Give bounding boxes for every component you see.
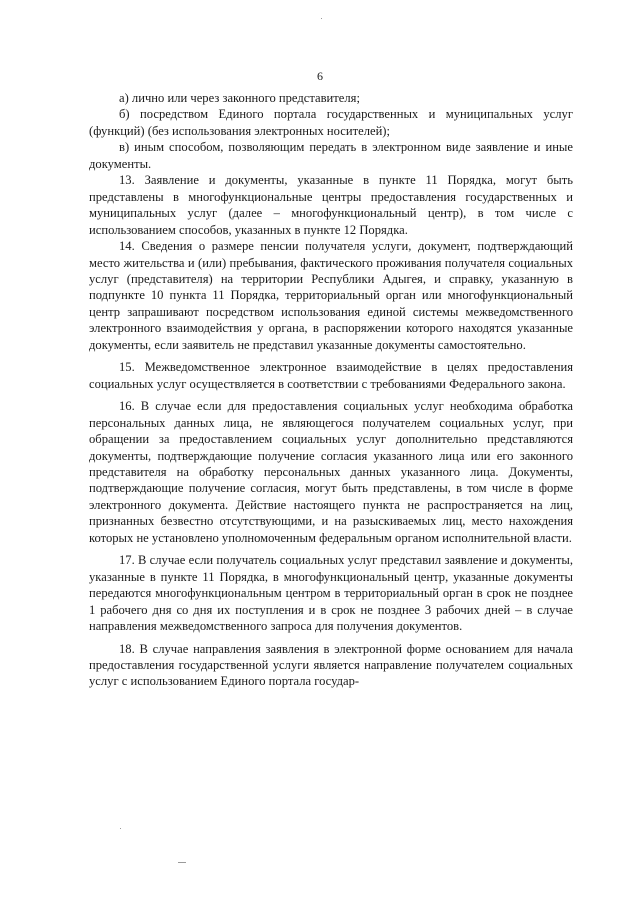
paragraph-15: 15. Межведомственное электронное взаимодействие в целях предоставления социальных услуг осуществляется в соответствии с требованиями Федерального закона. xyxy=(89,360,573,391)
paragraph-item-b: б) посредством Единого портала государственных и муниципальных услуг (функций) (без использования электронных носителей); xyxy=(89,107,573,138)
paragraph-16: 16. В случае если для предоставления социальных услуг необходима обработка персональных данных лица, не являющегося получателем социальных услуг, при обращении за предоставлением социальных услуг дополнительно представляются документы, подтверждающие получение согласия указанного лица или его законного представителя на обработку персональных данных указанного лица. Документы, подтверждающие получение согласия, могут быть представлены, в том числе в форме электронного документа. Действие настоящего пункта не распространяется на лиц, признанных безвестно отсутствующими, и на разыскиваемых лиц, место нахождения которых не установлено уполномоченным федеральным органом исполнительной власти. xyxy=(89,399,573,545)
scan-speck xyxy=(321,18,322,19)
scan-speck xyxy=(178,862,186,863)
paragraph-18: 18. В случае направления заявления в электронной форме основанием для начала предоставления государственной услуги является направление получателем социальных услуг с использованием Единого портала государ- xyxy=(89,641,573,689)
paragraph-13: 13. Заявление и документы, указанные в пункте 11 Порядка, могут быть представлены в многофункциональные центры предоставления государственных и муниципальных услуг (далее – многофункциональный центр), в том числе с использованием способов, указанных в пункте 12 Порядка. xyxy=(89,173,573,237)
paragraph-item-c: в) иным способом, позволяющим передать в электронном виде заявление и иные документы. xyxy=(89,140,573,171)
paragraph-17: 17. В случае если получатель социальных услуг представил заявление и документы, указанные в пункте 11 Порядка, в многофункциональный центр, указанные документы передаются многофункциональным центром в территориальный орган в срок не позднее 1 рабочего дня со дня их поступления и в срок не позднее 3 рабочих дней – в случае направления межведомственного запроса для получения документов. xyxy=(89,553,573,634)
page-number: 6 xyxy=(317,69,323,83)
paragraph-item-a: а) лично или через законного представителя; xyxy=(119,91,360,105)
scan-speck xyxy=(120,828,121,829)
paragraph-14: 14. Сведения о размере пенсии получателя услуги, документ, подтверждающий место жительства и (или) пребывания, фактического проживания получателя социальных услуг (представителя) на территории Республики Адыгея, и справку, указанную в подпункте 10 пункта 11 Порядка, территориальный орган или многофункциональный центр запрашивают посредством использования единой системы межведомственного электронного взаимодействия у органа, в распоряжении которого находятся указанные документы, если заявитель не представил указанные документы самостоятельно. xyxy=(89,239,573,352)
document-body xyxy=(89,90,573,690)
